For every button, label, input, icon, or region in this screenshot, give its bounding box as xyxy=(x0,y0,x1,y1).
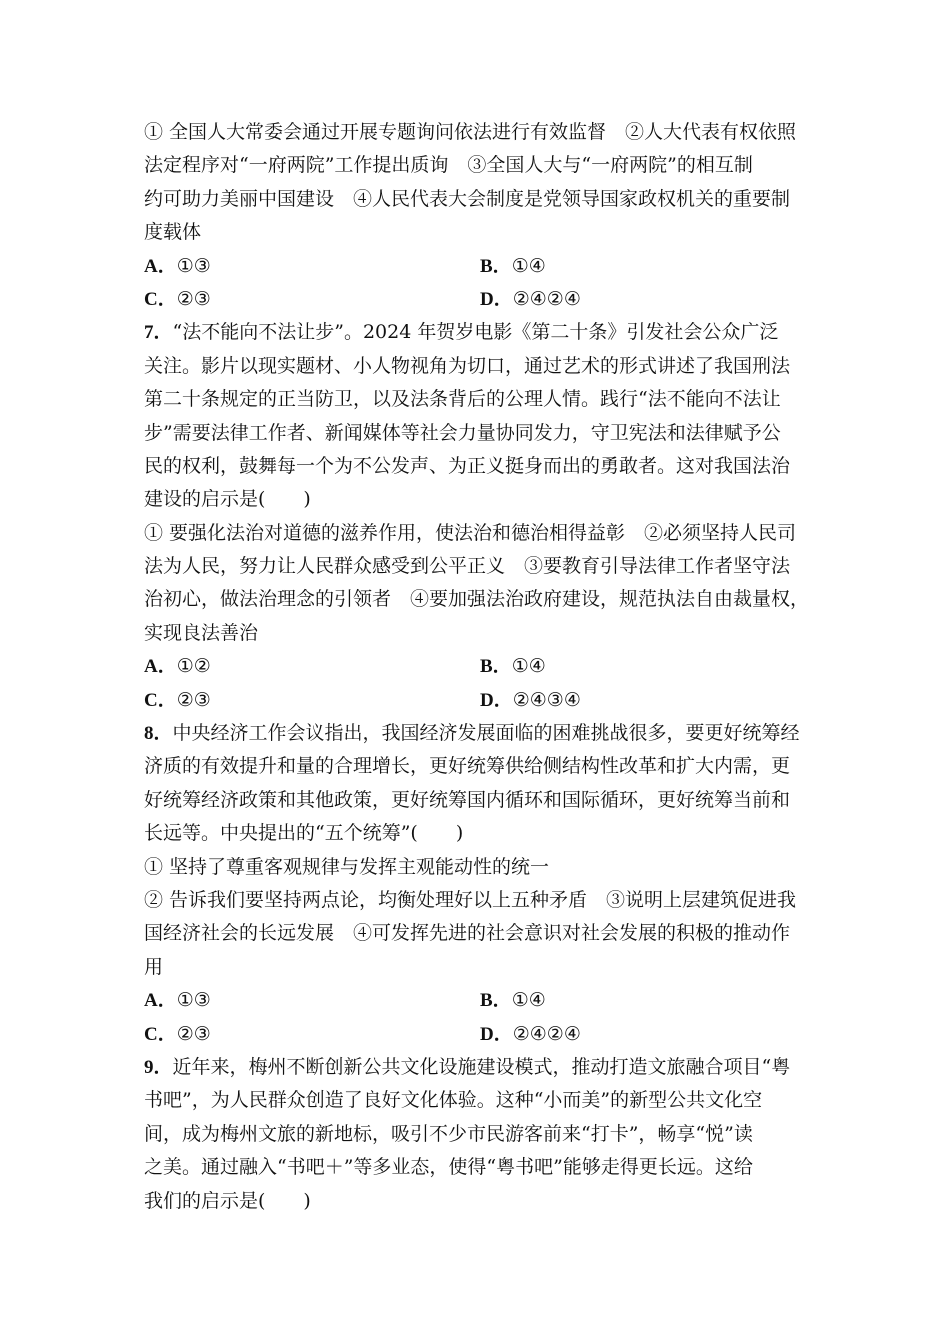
stem-line: 第二十条规定的正当防卫，以及法条背后的公理人情。践行“法不能向不法让 xyxy=(144,388,781,411)
stem-line: 9．近年来，梅州不断创新公共文化设施建设模式，推动打造文旅融合项目“粤 xyxy=(144,1055,791,1078)
stem-line: 民的权利，鼓舞每一个为不公发声、为正义挺身而出的勇敢者。这对我国法治 xyxy=(144,454,791,477)
stem-line: 之美。通过融入“书吧＋”等多业态，使得“粤书吧”能够走得更长远。这给 xyxy=(144,1156,753,1179)
question-7-options-row-2 xyxy=(144,684,824,717)
question-8-statements xyxy=(144,851,824,985)
question-7-statements xyxy=(144,517,824,651)
stem-line: 长远等。中央提出的“五个统筹”( ) xyxy=(144,822,464,845)
question-8 xyxy=(144,717,824,1051)
stem-line: 关注。影片以现实题材、小人物视角为切口，通过艺术的形式讲述了我国刑法 xyxy=(144,354,791,377)
statement-line: 用 xyxy=(144,955,164,978)
option-b[interactable]: B．①④ xyxy=(480,655,546,678)
question-7-options-row-1 xyxy=(144,650,824,683)
page-content xyxy=(144,116,824,1218)
question-7-stem xyxy=(144,316,824,516)
statement-line: ① 全国人大常委会通过开展专题询问依法进行有效监督 ②人大代表有权依照 xyxy=(144,121,797,143)
option-a[interactable]: A．①③ xyxy=(144,989,211,1012)
stem-line: 步”需要法律工作者、新闻媒体等社会力量协同发力，守卫宪法和法律赋予公 xyxy=(144,421,781,444)
statement-line: ① 坚持了尊重客观规律与发挥主观能动性的统一 xyxy=(144,855,550,878)
statement-line: 度载体 xyxy=(144,221,202,244)
option-a[interactable]: A．①③ xyxy=(144,254,211,277)
statement-line: 国经济社会的长远发展 ④可发挥先进的社会意识对社会发展的积极的推动作 xyxy=(144,922,791,945)
stem-line: 济质的有效提升和量的合理增长，更好统筹供给侧结构性改革和扩大内需，更 xyxy=(144,755,791,778)
statement-line: 法定程序对“一府两院”工作提出质询 ③全国人大与“一府两院”的相互制 xyxy=(144,154,753,177)
stem-line: 建设的启示是( ) xyxy=(144,488,311,511)
option-c[interactable]: C．②③ xyxy=(144,1022,211,1045)
statement-line: 实现良法善治 xyxy=(144,621,259,644)
question-8-options-row-2 xyxy=(144,1018,824,1051)
option-d[interactable]: D．②④③④ xyxy=(480,688,581,711)
question-8-options-row-1 xyxy=(144,984,824,1017)
option-c[interactable]: C．②③ xyxy=(144,287,211,310)
statement-line: 约可助力美丽中国建设 ④人民代表大会制度是党领导国家政权机关的重要制 xyxy=(144,187,791,210)
question-6-options-row-2 xyxy=(144,283,824,316)
statement-line: ① 要强化法治对道德的滋养作用，使法治和德治相得益彰 ②必须坚持人民司 xyxy=(144,521,797,544)
stem-line: 间，成为梅州文旅的新地标，吸引不少市民游客前来“打卡”，畅享“悦”读 xyxy=(144,1122,753,1145)
stem-line: 7．“法不能向不法让步”。2024 年贺岁电影《第二十条》引发社会公众广泛 xyxy=(144,321,779,344)
question-9 xyxy=(144,1051,824,1218)
question-6-options-row-1 xyxy=(144,250,824,283)
option-a[interactable]: A．①② xyxy=(144,655,211,678)
option-b[interactable]: B．①④ xyxy=(480,989,546,1012)
question-9-stem xyxy=(144,1051,824,1218)
question-number: 7． xyxy=(144,322,173,344)
question-6-statements xyxy=(144,116,824,250)
question-8-stem xyxy=(144,717,824,851)
option-d[interactable]: D．②④②④ xyxy=(480,1022,581,1045)
option-d[interactable]: D．②④②④ xyxy=(480,287,581,310)
statement-line: ② 告诉我们要坚持两点论，均衡处理好以上五种矛盾 ③说明上层建筑促进我 xyxy=(144,888,797,911)
stem-line: 我们的启示是( ) xyxy=(144,1189,311,1212)
question-number: 9． xyxy=(144,1056,173,1078)
question-number: 8． xyxy=(144,723,173,745)
statement-line: 治初心，做法治理念的引领者 ④要加强法治政府建设，规范执法自由裁量权， xyxy=(144,588,810,611)
question-7 xyxy=(144,316,824,717)
stem-line: 8．中央经济工作会议指出，我国经济发展面临的困难挑战很多，要更好统筹经 xyxy=(144,722,800,745)
stem-line: 书吧”，为人民群众创造了良好文化体验。这种“小而美”的新型公共文化空 xyxy=(144,1089,763,1112)
option-b[interactable]: B．①④ xyxy=(480,254,546,277)
option-c[interactable]: C．②③ xyxy=(144,688,211,711)
stem-line: 好统筹经济政策和其他政策，更好统筹国内循环和国际循环，更好统筹当前和 xyxy=(144,788,791,811)
question-6 xyxy=(144,116,824,316)
statement-line: 法为人民，努力让人民群众感受到公平正义 ③要教育引导法律工作者坚守法 xyxy=(144,555,791,578)
